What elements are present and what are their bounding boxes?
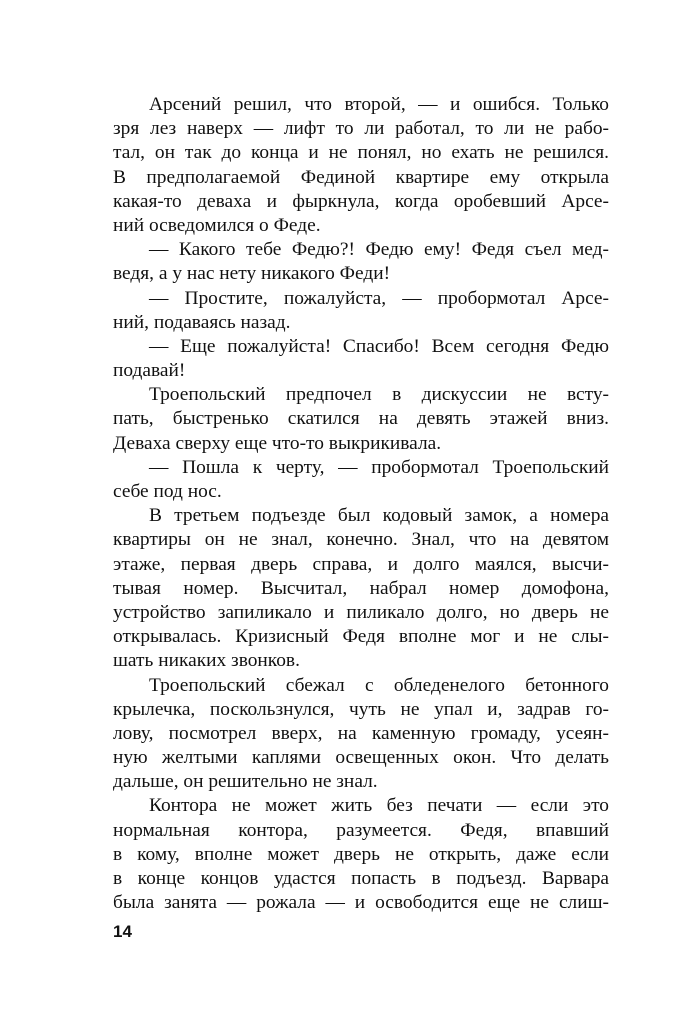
- text-line: пать, быстренько скатился на девять этажей вниз.: [113, 408, 609, 430]
- text-line: была занята — рожала — и освободится еще не слиш-: [113, 892, 609, 914]
- text-line: дальше, он решительно не знал.: [113, 771, 378, 793]
- text-line: ний осведомился о Феде.: [113, 214, 321, 236]
- text-line: шать никаких звонков.: [113, 650, 300, 672]
- text-line: подавай!: [113, 360, 186, 382]
- text-line: Троепольский сбежал с обледенелого бетонного: [149, 674, 609, 696]
- text-line: устройство запиликало и пиликало долго, но дверь не: [113, 601, 609, 623]
- text-line: нормальная контора, разумеется. Федя, впавший: [113, 819, 609, 841]
- text-line: — Пошла к черту, — пробормотал Троепольский: [149, 456, 609, 478]
- text-line: В третьем подъезде был кодовый замок, а номера: [149, 505, 609, 527]
- text-line: ную желтыми каплями освещенных окон. Что делать: [113, 747, 609, 769]
- text-line: какая-то деваха и фыркнула, когда оробевший Арсе-: [113, 190, 609, 212]
- text-line: в конце концов удастся попасть в подъезд. Варвара: [113, 868, 609, 889]
- text-line: ведя, а у нас нету никакого Феди!: [113, 263, 391, 285]
- text-line: зря лез наверх — лифт то ли работал, то ли не рабо-: [113, 118, 609, 140]
- text-line: лову, посмотрел вверх, на каменную громаду, усеян-: [113, 722, 609, 744]
- text-line: ний, подаваясь назад.: [113, 311, 291, 333]
- text-line: Деваха сверху еще что-то выкрикивала.: [113, 432, 442, 454]
- text-line: — Какого тебе Федю?! Федю ему! Федя съел мед-: [149, 239, 609, 261]
- text-line: Арсений решил, что второй, — и ошибся. Только: [149, 94, 609, 115]
- page-body-text: [113, 93, 609, 915]
- text-line: этаже, первая дверь справа, и долго маялся, высчи-: [113, 553, 609, 575]
- text-line: Троепольский предпочел в дискуссии не всту-: [149, 384, 609, 406]
- text-line: квартиры он не знал, конечно. Знал, что на девятом: [113, 529, 609, 551]
- text-line: тывая номер. Высчитал, набрал номер домофона,: [113, 577, 609, 599]
- text-line: открывалась. Кризисный Федя вполне мог и не слы-: [113, 626, 609, 648]
- text-line: Контора не может жить без печати — если это: [149, 795, 609, 817]
- text-line: — Простите, пожалуйста, — пробормотал Арсе-: [149, 287, 609, 309]
- text-line: в кому, вполне может дверь не открыть, даже если: [113, 843, 609, 865]
- text-line: крылечка, поскользнулся, чуть не упал и, задрав го-: [113, 698, 609, 720]
- text-line: себе под нос.: [113, 481, 222, 502]
- text-line: В предполагаемой Фединой квартире ему открыла: [113, 166, 609, 188]
- page-number: 14: [113, 922, 132, 941]
- text-line: — Еще пожалуйста! Спасибо! Всем сегодня Федю: [149, 335, 609, 357]
- text-line: тал, он так до конца и не понял, но ехать не решился.: [113, 142, 609, 164]
